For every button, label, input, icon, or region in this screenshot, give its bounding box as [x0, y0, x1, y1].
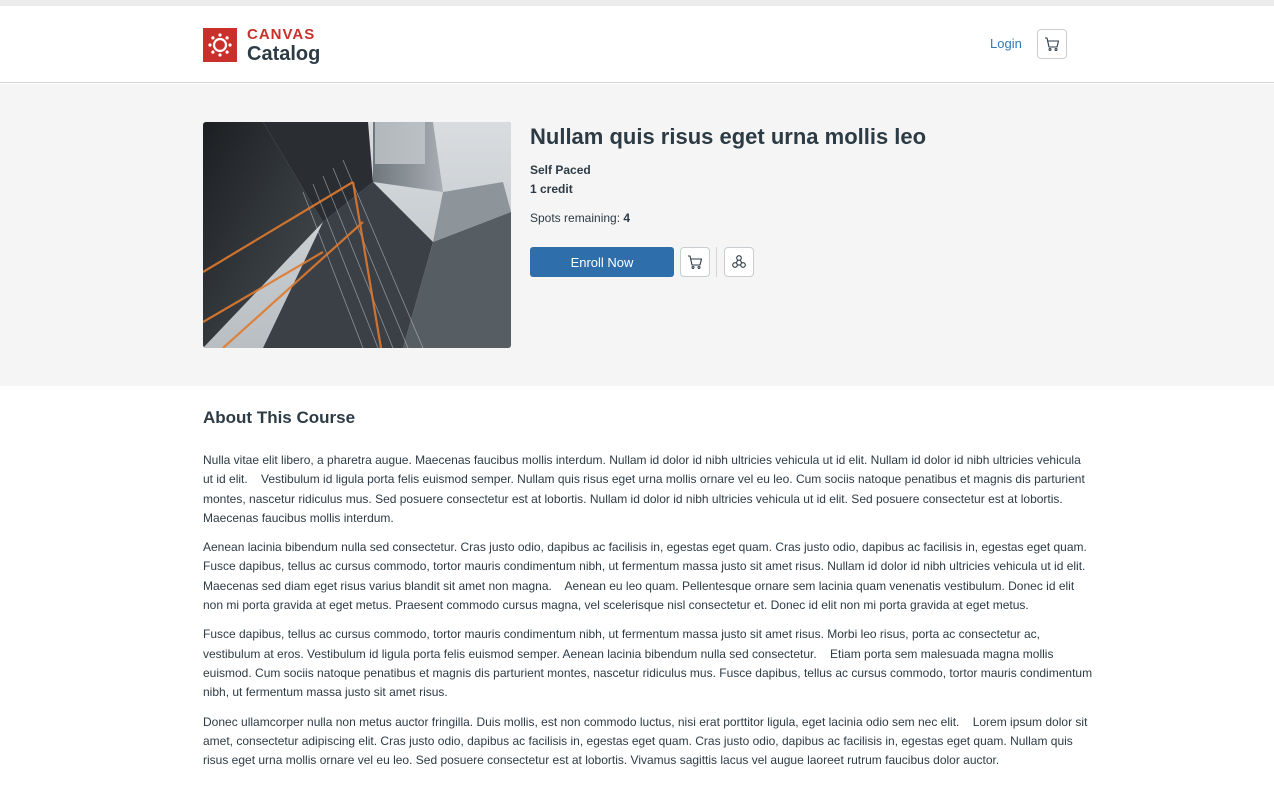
button-divider [716, 247, 717, 277]
site-header [0, 6, 1274, 83]
about-heading: About This Course [203, 408, 356, 427]
share-icon [731, 254, 747, 270]
add-to-cart-button[interactable] [680, 247, 710, 277]
course-image [203, 122, 511, 348]
canvas-catalog-logo[interactable] [203, 25, 320, 65]
logo-wordmark-canvas: CANVAS [247, 25, 316, 43]
about-paragraph: Donec ullamcorper nulla non metus auctor fringilla. Duis mollis, est non commodo luctus, nisi erat porttitor ligula, eget lacinia odio sem nec elit. Lorem ipsum dolor sit amet, consectetur adipiscing elit. Cras justo odio, dapibus ac facilisis in, egestas eget quam. Cras justo odio, dapibus ac facilisis in, egestas eget quam. Nullam quis risus eget urna mollis ornare vel eu leo. Sed posuere consectetur est at lobortis. Vivamus sagittis lacus vel augue laoreet rutrum faucibus dolor auctor. [203, 714, 1091, 768]
course-hero [0, 84, 1274, 386]
about-paragraph: Fusce dapibus, tellus ac cursus commodo, tortor mauris condimentum nibh, ut fermentum massa justo sit amet risus. Morbi leo risus, porta ac consectetur ac, vestibulum at eros. Vestibulum id ligula porta felis euismod semper. Aenean lacinia bibendum nulla sed consectetur. Etiam porta sem malesuada magna mollis euismod. Cum sociis natoque penatibus et magnis dis parturient montes, nascetur ridiculus mus. Fusce dapibus, tellus ac cursus commodo, tortor mauris condimentum nibh, ut fermentum massa justo sit amet risus. [203, 627, 1096, 700]
enroll-now-button[interactable]: Enroll Now [530, 247, 674, 277]
canvas-logo-icon [203, 28, 237, 62]
cart-icon [687, 254, 703, 270]
about-course-section [203, 408, 1096, 780]
share-button[interactable] [724, 247, 754, 277]
about-paragraph: Aenean lacinia bibendum nulla sed consectetur. Cras justo odio, dapibus ac facilisis in, egestas eget quam. Cras justo odio, dapibus ac facilisis in, egestas eget quam. Fusce dapibus, tellus ac cursus commodo, tortor mauris condimentum nibh, ut fermentum massa justo sit amet risus. Nullam id dolor id nibh ultricies vehicula ut id elit. Maecenas sed diam eget risus varius blandit sit amet non magna. Aenean eu leo quam. Pellentesque ornare sem lacinia quam venenatis vestibulum. Donec id elit non mi porta gravida at eget metus. Praesent commodo cursus magna, vel scelerisque nisl consectetur et. Donec id elit non mi porta gravida at eget metus. [203, 540, 1091, 613]
login-link[interactable]: Login [990, 36, 1022, 51]
spots-remaining [530, 211, 630, 225]
spots-count: 4 [623, 211, 631, 225]
about-paragraph: Nulla vitae elit libero, a pharetra augue. Maecenas faucibus mollis interdum. Nullam id dolor id nibh ultricies vehicula ut id elit. Nullam id dolor id nibh ultricies vehicula ut id elit. Vestibulum id ligula porta felis euismod semper. Nullam quis risus eget urna mollis ornare vel eu leo. Cum sociis natoque penatibus et magnis dis parturient montes, nascetur ridiculus mus. Sed posuere consectetur est at lobortis. Nullam id dolor id nibh ultricies vehicula ut id elit. Sed posuere consectetur est at lobortis. Maecenas faucibus mollis interdum. [203, 453, 1089, 525]
course-title: Nullam quis risus eget urna mollis leo [530, 124, 927, 149]
course-credits: 1 credit [530, 182, 573, 196]
logo-wordmark-catalog: Catalog [247, 42, 321, 65]
course-pace: Self Paced [530, 163, 591, 177]
header-cart-button[interactable] [1037, 29, 1067, 59]
cart-icon [1044, 36, 1060, 52]
spots-label: Spots remaining: [530, 211, 624, 225]
